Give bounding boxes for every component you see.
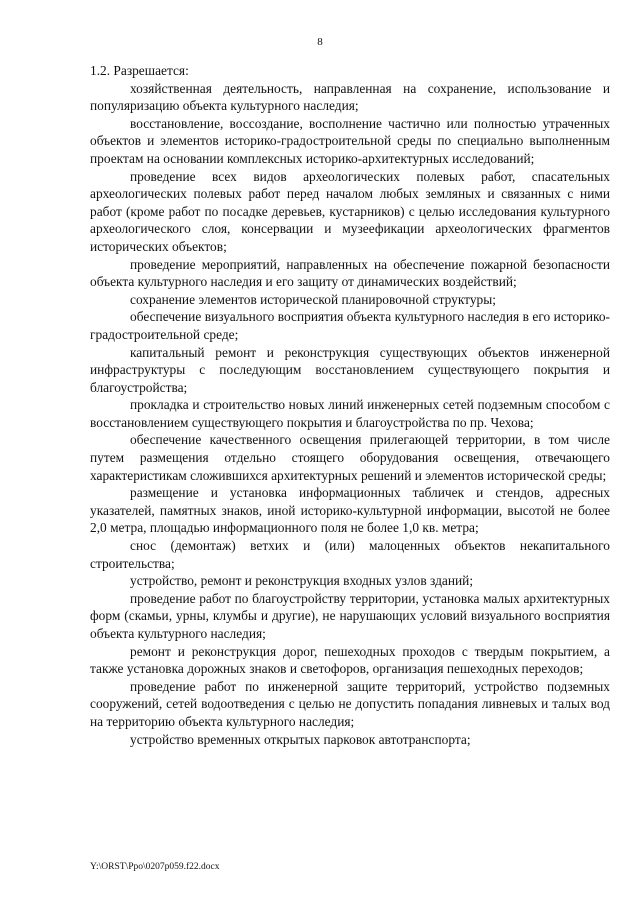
- paragraph: проведение работ по благоустройству территории, установка малых архитектурных форм (скамьи, урны, клумбы и другие), не нарушающих условий визуального восприятия объекта культурного наследия;: [90, 590, 610, 641]
- paragraph: устройство, ремонт и реконструкция входных узлов зданий;: [130, 573, 474, 589]
- footer-file-path: Y:\ORST\Ppo\0207p059.f22.docx: [90, 862, 220, 872]
- document-body: [90, 62, 610, 748]
- paragraph: проведение работ по инженерной защите территорий, устройство подземных сооружений, сетей водоотведения с целью не допустить попадания ливневых и талых вод на территорию объекта культурного наследия;: [90, 678, 610, 729]
- paragraph: снос (демонтаж) ветхих и (или) малоценных объектов некапитального строительства;: [90, 538, 610, 571]
- paragraph: размещение и установка информационных табличек и стендов, адресных указателей, памятных знаков, иной историко-культурной информации, высотой не более 2,0 метра, площадью информационного поля не более 1,0 кв. метра;: [90, 485, 610, 536]
- paragraph: устройство временных открытых парковок автотранспорта;: [130, 731, 471, 747]
- paragraph: обеспечение визуального восприятия объекта культурного наследия в его историко-градостроительной среде;: [90, 309, 610, 342]
- paragraph: восстановление, воссоздание, восполнение частично или полностью утраченных объектов и элементов историко-градостроительной среды по специально выполненным проектам на основании комплексных историко-архитектурных исследований;: [90, 115, 610, 166]
- paragraph: хозяйственная деятельность, направленная на сохранение, использование и популяризацию объекта культурного наследия;: [90, 80, 610, 114]
- paragraph: проведение мероприятий, направленных на обеспечение пожарной безопасности объекта культурного наследия и его защиту от динамических воздействий;: [90, 256, 610, 290]
- paragraph: сохранение элементов исторической планировочной структуры;: [130, 291, 496, 307]
- paragraph: обеспечение качественного освещения прилегающей территории, в том числе путем размещения отдельно стоящего оборудования освещения, отвечающего характеристикам сложившихся архитектурных решений и элементов исторической среды;: [90, 432, 610, 483]
- paragraph: проведение всех видов археологических полевых работ, спасательных археологических полевых работ перед началом любых земляных и связанных с ними работ (кроме работ по посадке деревьев, кустарников) с целью исследования культурного археологического слоя, консервации и музеефикации археологических фрагментов исторических объектов;: [90, 168, 610, 254]
- paragraph: прокладка и строительство новых линий инженерных сетей подземным способом с восстановлением существующего покрытия и благоустройства по пр. Чехова;: [90, 397, 610, 430]
- section-heading: 1.2. Разрешается:: [90, 63, 189, 78]
- page-number: 8: [317, 36, 323, 48]
- paragraph: ремонт и реконструкция дорог, пешеходных проходов с твердым покрытием, а также установка дорожных знаков и светофоров, организация пешеходных переходов;: [90, 643, 610, 677]
- paragraph: капитальный ремонт и реконструкция существующих объектов инженерной инфраструктуры с последующим восстановлением существующего покрытия и благоустройства;: [90, 344, 610, 395]
